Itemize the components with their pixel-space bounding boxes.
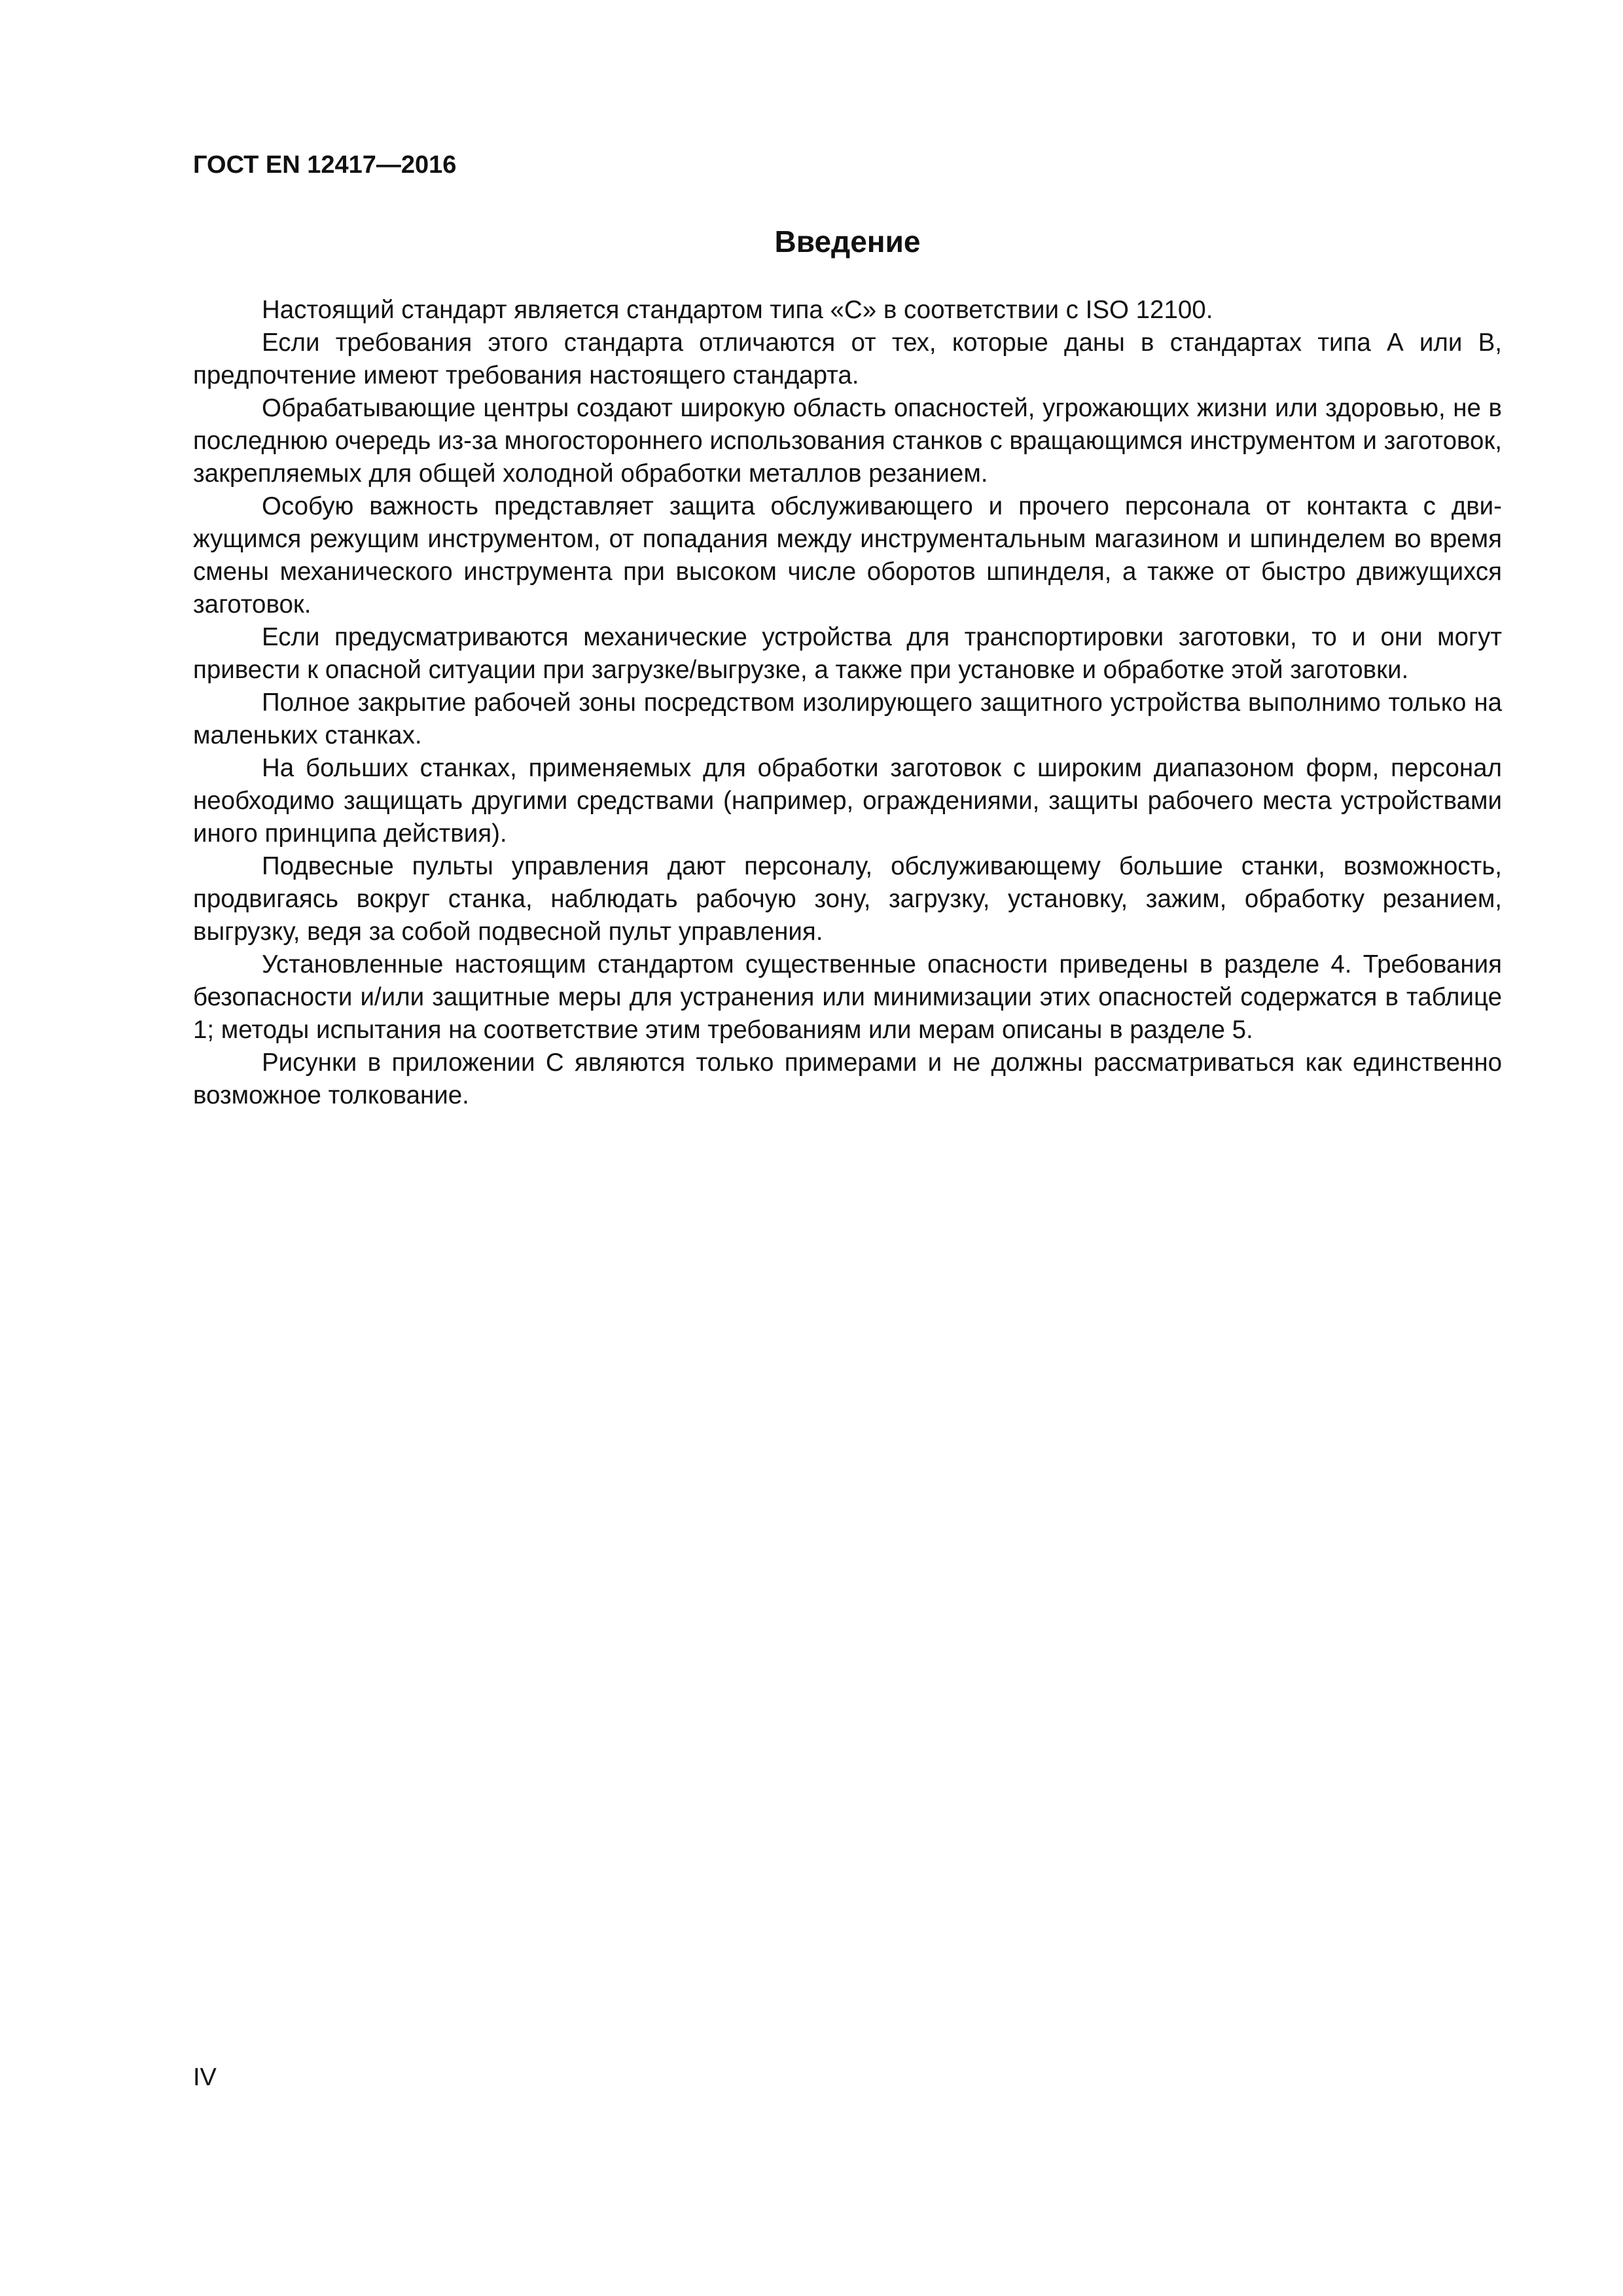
page-number: IV <box>193 2064 217 2091</box>
paragraph: Полное закрытие рабочей зоны посредством изолирующего защитного устройства выполнимо только на маленьких станках. <box>193 689 1502 749</box>
paragraph: Настоящий стандарт является стандартом типа «С» в соответствии с ISO 12100. <box>262 296 1213 324</box>
paragraph: Если предусматриваются механические устройства для транспортировки заготовки, то и они могут привести к опасной ситуации при загрузке/выгрузке, а также при установке и обработке этой заготовки. <box>193 623 1502 684</box>
paragraph: Обрабатывающие центры создают широкую область опасностей, угрожающих жизни или здоровью, не в последнюю очередь из-за многостороннего использования станков с вращающимся инструментом и заготовок, закрепляемых для общей холодной обработки металлов резанием. <box>193 394 1503 488</box>
body-text <box>193 294 1502 1112</box>
paragraph: Рисунки в приложении С являются только примерами и не должны рассматриваться как единственно возможное толкование. <box>193 1049 1502 1109</box>
section-title: Введение <box>774 224 921 259</box>
paragraph: Подвесные пульты управления дают персоналу, обслуживающему большие станки, возможность, продвигаясь вокруг станка, наблюдать рабочую зону, загрузку, установку, зажим, обработку резанием, выгрузку, ведя за собой подвесной пульт управления. <box>193 852 1502 946</box>
paragraph: На больших станках, применяемых для обработки заготовок с широким диапазоном форм, персонал необходимо защищать другими средствами (например, ограждениями, защиты рабочего места устройствами иного принципа действия). <box>193 754 1502 848</box>
document-id-header: ГОСТ EN 12417—2016 <box>193 151 457 179</box>
paragraph: Если требования этого стандарта отличаются от тех, которые даны в стандартах типа А или В, предпочтение имеют требования настоящего стандарта. <box>193 329 1502 389</box>
paragraph: Установленные настоящим стандартом существенные опасности приведены в разделе 4. Требования безопасности и/или защитные меры для устранения или минимизации этих опасностей содержатся в таблице 1; методы испытания на соответствие этим требованиям или мерам описаны в разделе 5. <box>193 950 1502 1044</box>
paragraph: Особую важность представляет защита обслуживающего и прочего персонала от контакта с движущимся режущим инструментом, от попадания между инструментальным магазином и шпинделем во время смены механического инструмента при высоком числе оборотов шпинделя, а также от быстро движущихся заготовок. <box>193 492 1502 619</box>
